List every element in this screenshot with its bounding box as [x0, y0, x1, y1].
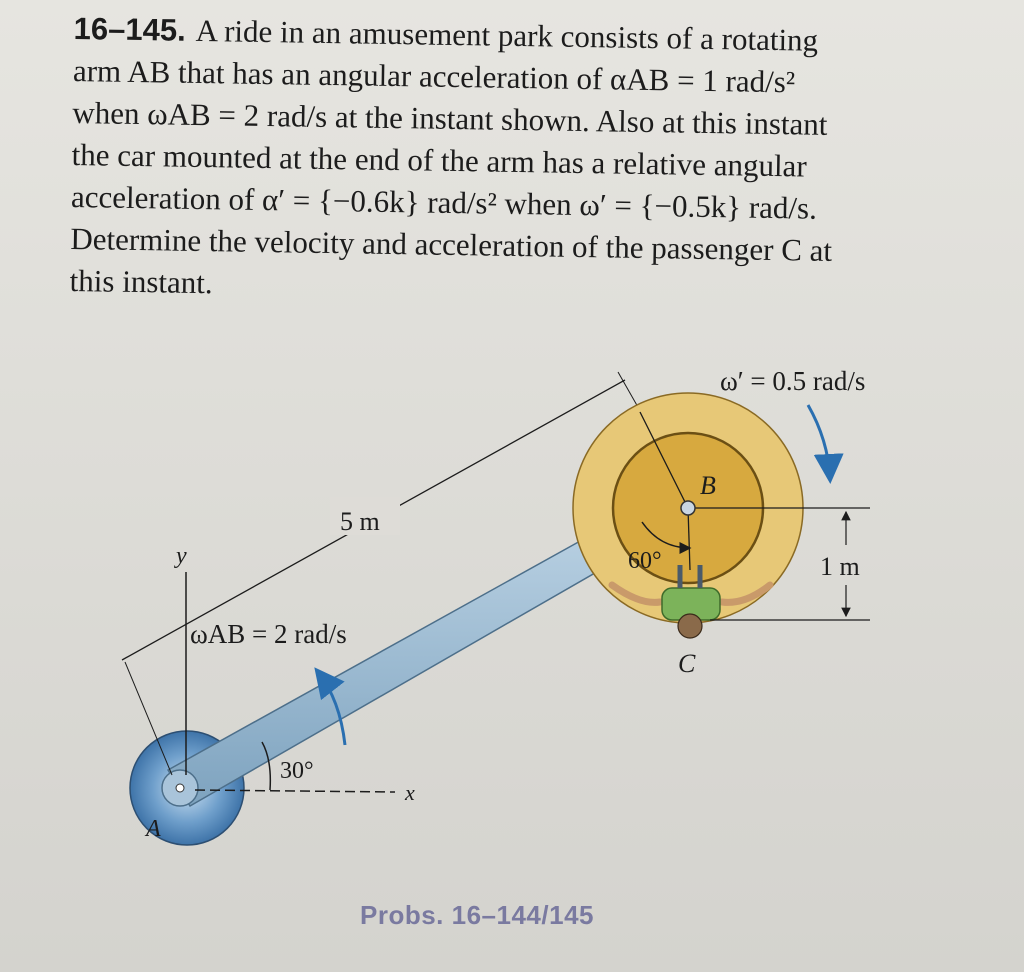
point-b-label: B: [700, 471, 716, 500]
arm-ab: [162, 530, 614, 806]
problem-line-4: the car mounted at the end of the arm has a relative angular: [71, 136, 807, 184]
point-a-label: A: [146, 816, 161, 842]
problem-line-1: 16–145. A ride in an amusement park consists of a rotating: [73, 10, 819, 58]
angle-30-label: 30°: [280, 758, 314, 784]
problem-line-6: Determine the velocity and acceleration of the passenger C at: [70, 220, 833, 268]
omega-prime-label: ω′ = 0.5 rad/s: [720, 366, 866, 396]
x-axis-label: x: [405, 780, 415, 805]
ride-diagram: [0, 300, 1024, 972]
problem-line-5: acceleration of α′ = {−0.6k} rad/s² when ω′ = {−0.5k} rad/s.: [70, 178, 818, 226]
problem-line-7: this instant.: [69, 262, 213, 301]
omega-prime-arrow: [808, 405, 830, 478]
dim-1m-label: 1 m: [820, 552, 860, 581]
problem-line-2: arm AB that has an angular acceleration of αAB = 1 rad/s²: [72, 52, 796, 100]
figure-caption: Probs. 16–144/145: [360, 900, 594, 930]
problem-number: 16–145.: [73, 10, 187, 48]
angle-60-label: 60°: [628, 548, 662, 574]
point-c-label: C: [678, 649, 696, 678]
omega-ab-label: ωAB = 2 rad/s: [190, 619, 347, 649]
problem-line-3: when ωAB = 2 rad/s at the instant shown. Also at this instant: [72, 94, 828, 142]
y-axis-label: y: [176, 543, 187, 569]
dim-5m-label: 5 m: [340, 507, 380, 536]
problem-statement: [69, 8, 974, 316]
